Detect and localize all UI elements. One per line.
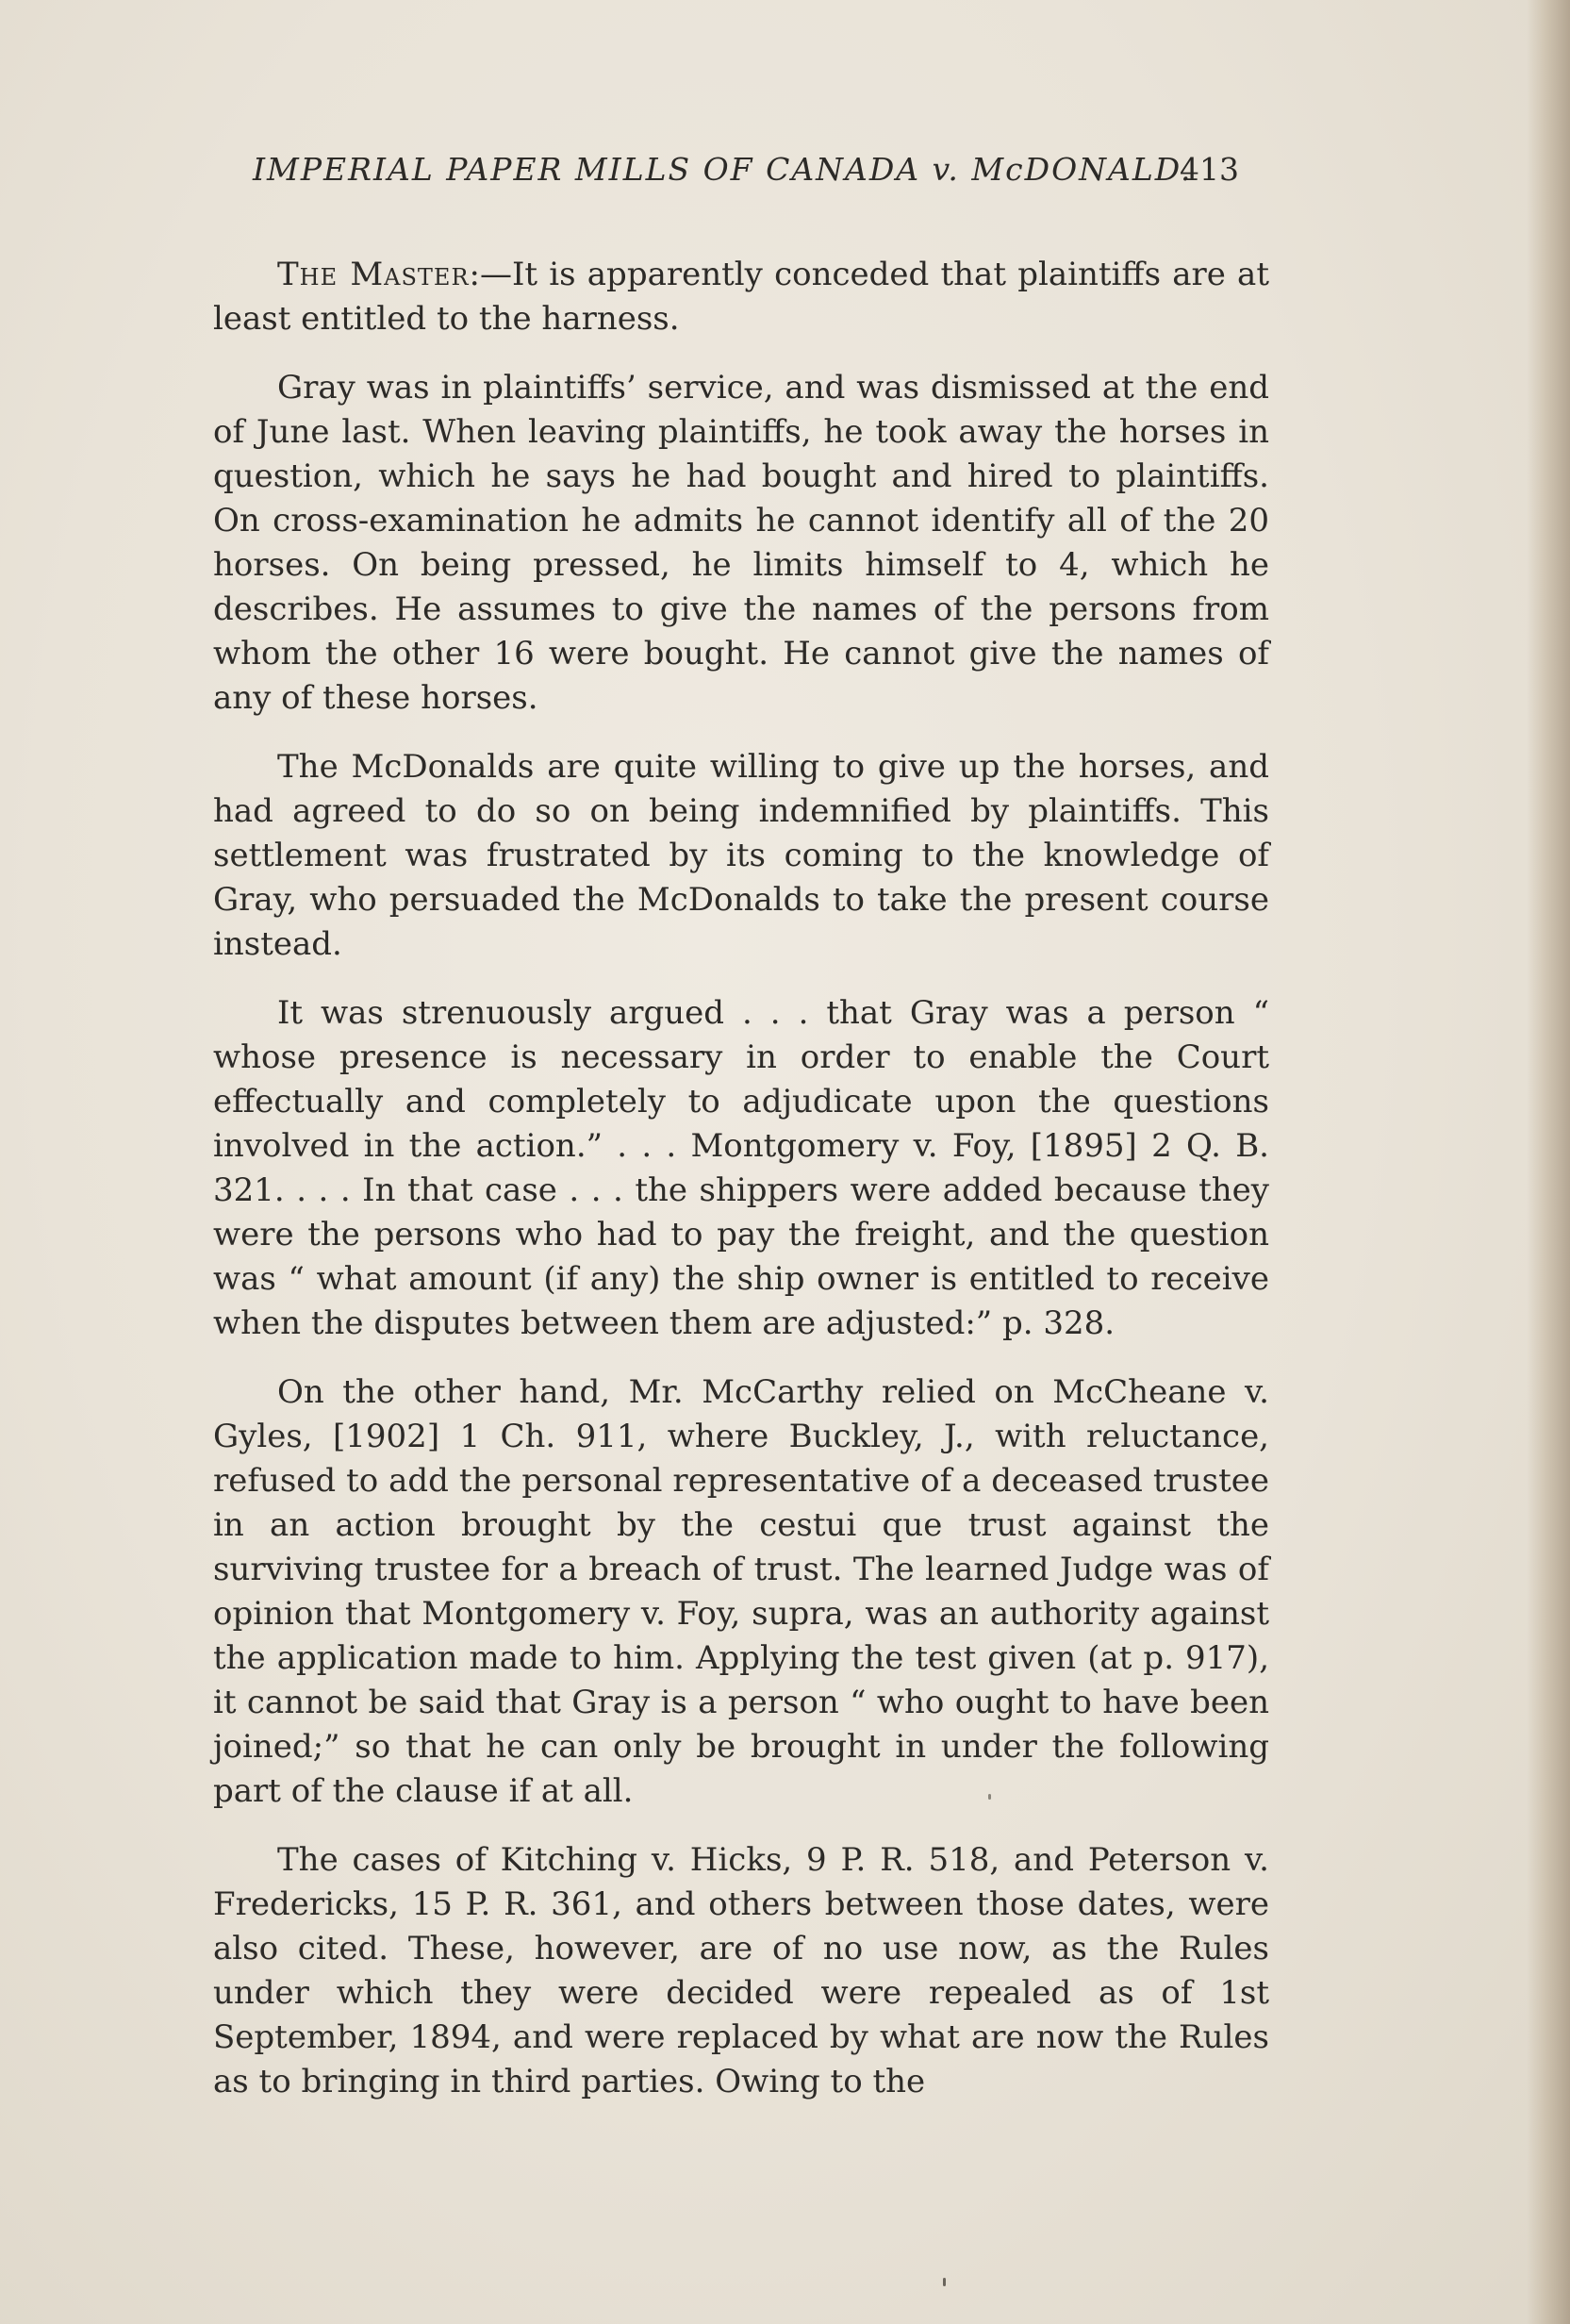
speaker-label: The Master	[277, 256, 470, 293]
running-head	[213, 141, 1269, 198]
paragraph-6: The cases of Kitching v. Hicks, 9 P. R. 518, and Peterson v. Fredericks, 15 P. R. 361, and others between those dates, were also cited. These, however, are of no use now, as the Rules under which they were decided were repealed as of 1st September, 1894, and were replaced by what are now the Rules as to bringing in third parties. Owing to the	[213, 1841, 1269, 2100]
paragraph-1	[213, 253, 1269, 341]
paragraph-4: It was strenuously argued . . . that Gray was a person “ whose presence is necessary in order to enable the Court effectually and completely to adjudicate upon the questions involved in the action.” . . . Montgomery v. Foy, [1895] 2 Q. B. 321. . . . In that case . . . the shippers were added because they were the persons who had to pay the freight, and the question was “ what amount (if any) the ship owner is entitled to receive when the disputes between them are adjusted:” p. 328.	[213, 994, 1269, 1342]
page-number: 413	[1180, 151, 1239, 188]
paragraph-2: Gray was in plaintiffs’ service, and was dismissed at the end of June last. When leaving plaintiffs, he took away the horses in question, which he says he had bought and hired to plaintiffs. On cross-examination he admits he cannot identify all of the 20 horses. On being pressed, he limits himself to 4, which he describes. He assumes to give the names of the persons from whom the other 16 were bought. He cannot give the names of any of these horses.	[213, 369, 1269, 717]
ink-speckle	[943, 2278, 946, 2286]
running-title: IMPERIAL PAPER MILLS OF CANADA v. McDONALD.	[253, 151, 1193, 188]
paragraph-1-text: :—It is apparently conceded that plaintiffs are at least entitled to the harness.	[213, 256, 1269, 338]
page-edge-shadow	[1527, 0, 1570, 2324]
page-text-block	[213, 141, 1269, 2129]
paragraph-3: The McDonalds are quite willing to give up the horses, and had agreed to do so on being indemnified by plaintiffs. This settlement was frustrated by its coming to the knowledge of Gray, who persuaded the McDonalds to take the present course instead.	[213, 748, 1269, 963]
ink-speckle	[988, 1794, 991, 1800]
paragraph-5: On the other hand, Mr. McCarthy relied on McCheane v. Gyles, [1902] 1 Ch. 911, where Buckley, J., with reluctance, refused to add the personal representative of a deceased trustee in an action brought by the cestui que trust against the surviving trustee for a breach of trust. The learned Judge was of opinion that Montgomery v. Foy, supra, was an authority against the application made to him. Applying the test given (at p. 917), it cannot be said that Gray is a person “ who ought to have been joined;” so that he can only be brought in under the following part of the clause if at all.	[213, 1373, 1269, 1810]
